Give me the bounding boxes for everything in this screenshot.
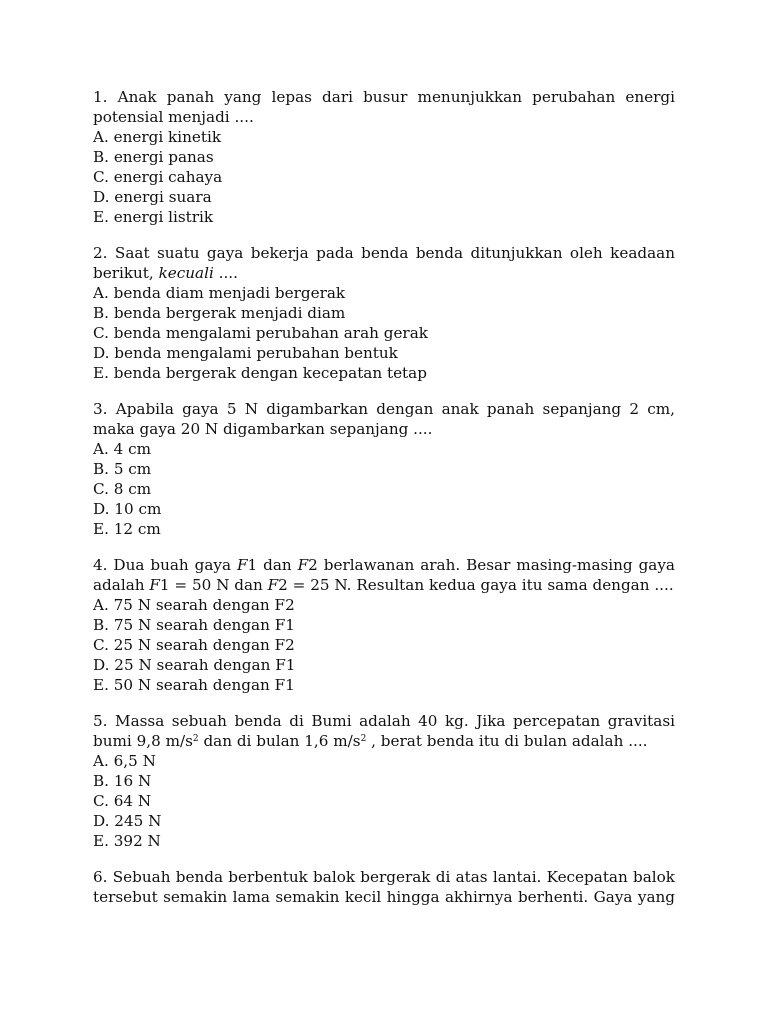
force-symbol: F [297, 556, 309, 574]
question-5-options [93, 751, 675, 851]
option-a: A. benda diam menjadi bergerak [93, 284, 346, 302]
question-2-stem-emphasis: kecuali [158, 264, 214, 282]
question-2-stem [93, 243, 675, 283]
option-a: A. 75 N searah dengan F2 [93, 596, 295, 614]
question-3 [93, 399, 675, 539]
question-1-options [93, 127, 675, 227]
question-6-stem: 6. Sebuah benda berbentuk balok bergerak di atas lantai. Kecepatan balok tersebut semakin lama semakin kecil hingga akhirnya berhenti. Gaya yang [93, 868, 675, 906]
question-2-stem-end: .... [213, 264, 238, 282]
option-c: C. energi cahaya [93, 168, 223, 186]
force-symbol: F [267, 576, 279, 594]
option-a: A. energi kinetik [93, 128, 222, 146]
force-symbol: F [236, 556, 248, 574]
option-a: A. 6,5 N [93, 752, 156, 770]
option-c: C. benda mengalami perubahan arah gerak [93, 324, 428, 342]
option-b: B. 16 N [93, 772, 152, 790]
question-3-stem: 3. Apabila gaya 5 N digambarkan dengan anak panah sepanjang 2 cm, maka gaya 20 N digambarkan sepanjang .... [93, 400, 675, 438]
option-d: D. energi suara [93, 188, 212, 206]
question-2-stem-text: 2. Saat suatu gaya bekerja pada benda benda ditunjukkan oleh keadaan berikut, [93, 244, 675, 282]
option-b: B. benda bergerak menjadi diam [93, 304, 346, 322]
option-c: C. 25 N searah dengan F2 [93, 636, 295, 654]
question-5-stem [93, 711, 675, 751]
option-e: E. benda bergerak dengan kecepatan tetap [93, 364, 427, 382]
option-b: B. 5 cm [93, 460, 152, 478]
question-2 [93, 243, 675, 383]
question-5 [93, 711, 675, 851]
question-3-options [93, 439, 675, 539]
force-symbol: F [149, 576, 160, 594]
option-b: B. 75 N searah dengan F1 [93, 616, 295, 634]
stem-text: 1 = 50 N dan [159, 576, 268, 594]
stem-text: dan di bulan 1,6 m/s [198, 732, 361, 750]
option-e: E. 392 N [93, 832, 161, 850]
stem-text: 4. Dua buah gaya [93, 556, 237, 574]
superscript: 2 [192, 734, 199, 744]
question-1-stem: 1. Anak panah yang lepas dari busur menunjukkan perubahan energi potensial menjadi .... [93, 88, 675, 126]
option-d: D. 25 N searah dengan F1 [93, 656, 296, 674]
option-c: C. 64 N [93, 792, 152, 810]
document-page [93, 87, 675, 923]
question-1 [93, 87, 675, 227]
question-4-options [93, 595, 675, 695]
option-b: B. energi panas [93, 148, 214, 166]
question-2-options [93, 283, 675, 383]
option-c: C. 8 cm [93, 480, 152, 498]
question-4 [93, 555, 675, 695]
option-e: E. 12 cm [93, 520, 161, 538]
stem-text: 2 = 25 N. Resultan kedua gaya itu sama dengan .... [278, 576, 674, 594]
stem-text: 5. Massa sebuah benda di Bumi adalah 40 kg. Jika percepatan gravitasi bumi 9,8 m/s [93, 712, 675, 750]
option-d: D. 245 N [93, 812, 162, 830]
option-e: E. 50 N searah dengan F1 [93, 676, 295, 694]
superscript: 2 [360, 734, 367, 744]
stem-text: , berat benda itu di bulan adalah .... [366, 732, 648, 750]
stem-text: 2 berlawanan arah. Besar masing-masing gaya adalah [93, 556, 675, 594]
option-d: D. benda mengalami perubahan bentuk [93, 344, 398, 362]
question-6 [93, 867, 675, 907]
question-4-stem [93, 555, 675, 595]
option-e: E. energi listrik [93, 208, 214, 226]
option-a: A. 4 cm [93, 440, 152, 458]
option-d: D. 10 cm [93, 500, 162, 518]
stem-text: 1 dan [247, 556, 298, 574]
